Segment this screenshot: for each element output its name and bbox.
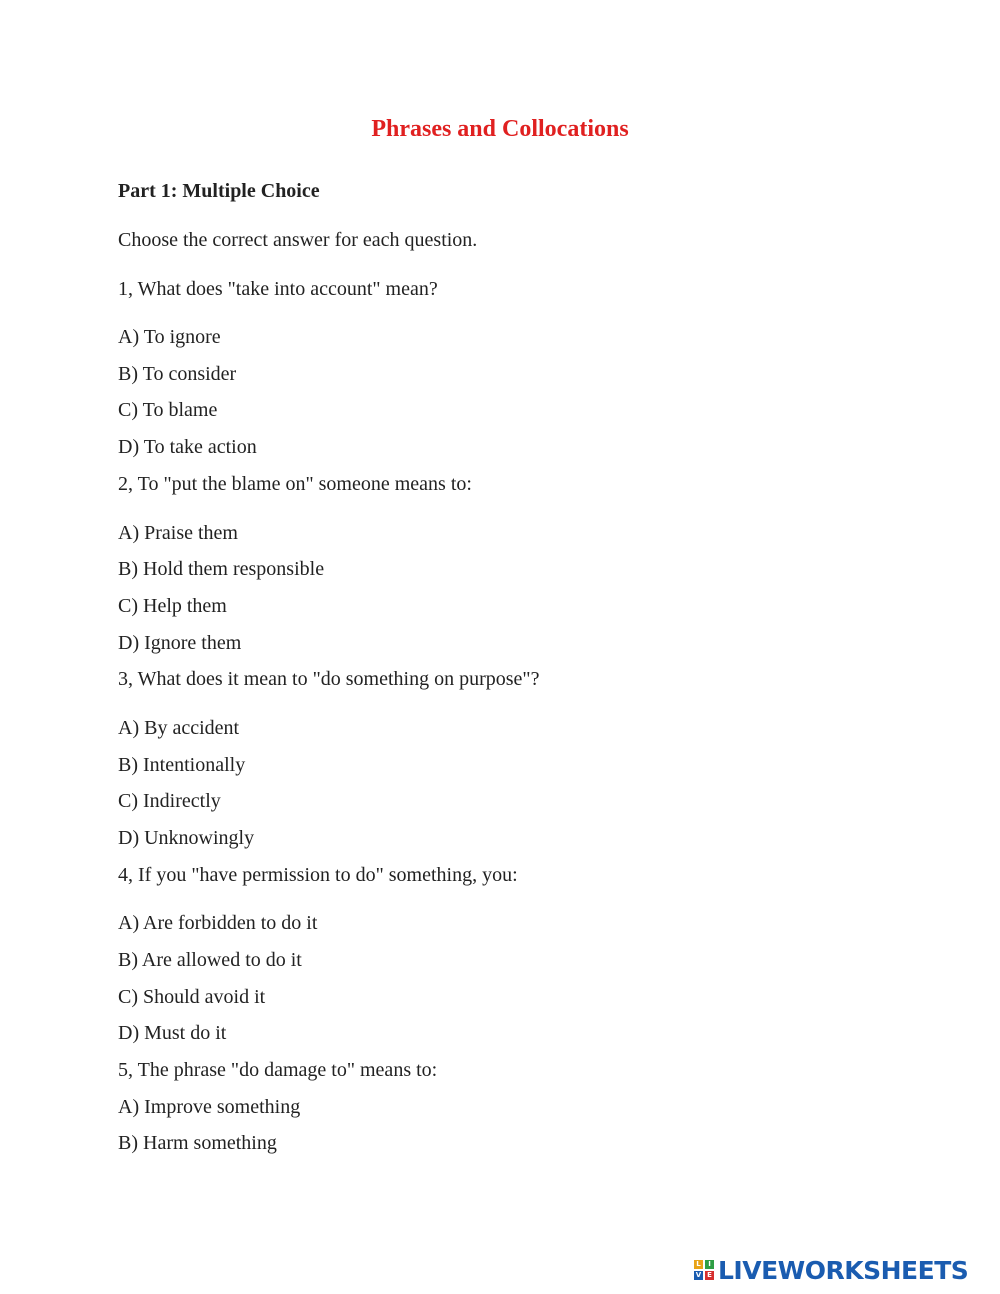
question-3-option-c: C) Indirectly <box>118 790 221 812</box>
instruction: Choose the correct answer for each question. <box>118 229 478 251</box>
question-5-text: 5, The phrase "do damage to" means to: <box>118 1059 438 1081</box>
question-3-option-b: B) Intentionally <box>118 754 246 776</box>
question-5-option-a: A) Improve something <box>118 1096 301 1118</box>
question-2-text: 2, To "put the blame on" someone means to: <box>118 473 472 495</box>
question-1-option-b: B) To consider <box>118 363 237 385</box>
question-2-option-c: C) Help them <box>118 595 227 617</box>
question-3-option-a: A) By accident <box>118 717 240 739</box>
logo-grid-icon <box>694 1260 714 1280</box>
question-4-option-d: D) Must do it <box>118 1022 227 1044</box>
question-4-option-b: B) Are allowed to do it <box>118 949 302 971</box>
question-2-option-a: A) Praise them <box>118 522 238 544</box>
question-1-option-a: A) To ignore <box>118 326 221 348</box>
logo-cell-v: V <box>695 1271 702 1279</box>
question-4-text: 4, If you "have permission to do" something, you: <box>118 864 518 886</box>
question-2-option-d: D) Ignore them <box>118 632 242 654</box>
question-1-option-d: D) To take action <box>118 436 257 458</box>
question-1-text: 1, What does "take into account" mean? <box>118 278 438 300</box>
question-4-option-a: A) Are forbidden to do it <box>118 912 318 934</box>
part-heading: Part 1: Multiple Choice <box>118 180 320 202</box>
question-1-option-c: C) To blame <box>118 399 218 421</box>
logo-text: LIVEWORKSHEETS <box>718 1255 969 1285</box>
question-3-text: 3, What does it mean to "do something on purpose"? <box>118 668 540 690</box>
question-3-option-d: D) Unknowingly <box>118 827 255 849</box>
page-title: Phrases and Collocations <box>371 116 629 142</box>
question-5-option-b: B) Harm something <box>118 1132 277 1154</box>
question-4-option-c: C) Should avoid it <box>118 986 266 1008</box>
liveworksheets-logo <box>694 1256 968 1284</box>
logo-cell-l: L <box>694 1260 703 1269</box>
logo-cell-i: I <box>705 1260 714 1269</box>
question-2-option-b: B) Hold them responsible <box>118 558 325 580</box>
logo-cell-e: E <box>705 1271 714 1280</box>
